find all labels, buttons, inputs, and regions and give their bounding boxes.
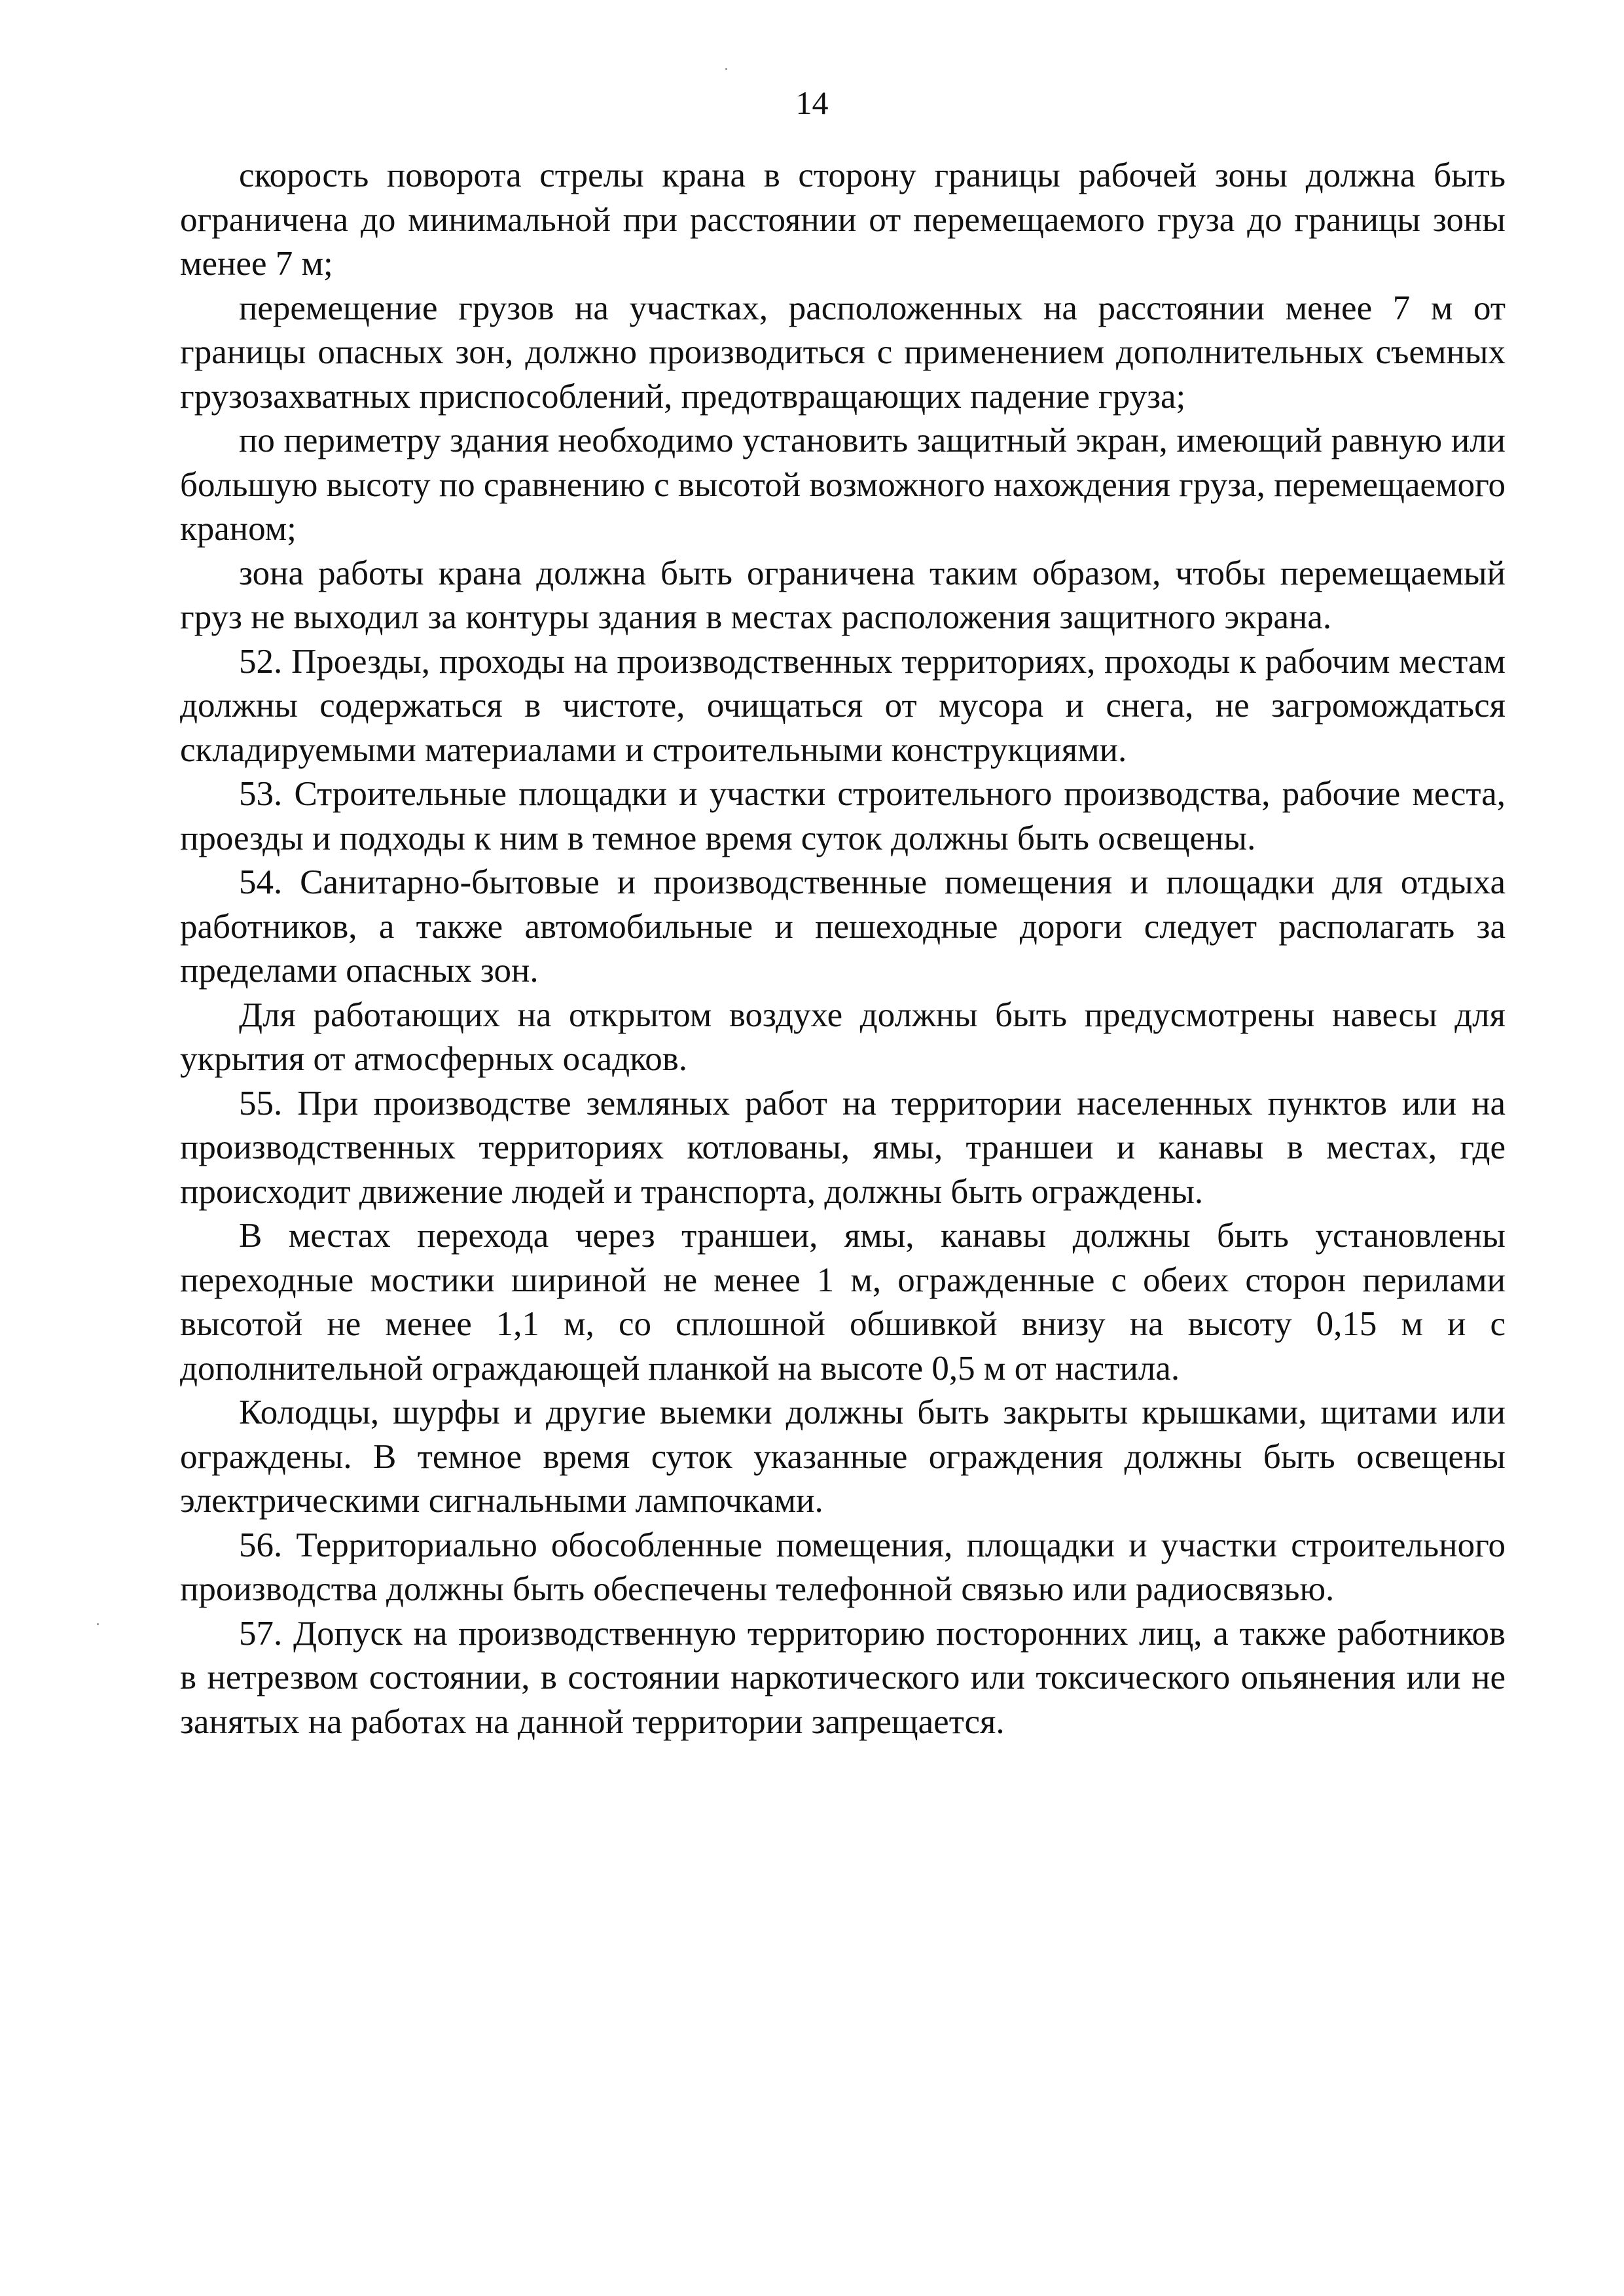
paragraph-cargo-movement: перемещение грузов на участках, расположенных на расстоянии менее 7 м от границы опасных зон, должно производиться с применением дополнительных съемных грузозахватных приспособлений, предотвращающих падение груза; bbox=[180, 289, 1506, 416]
paragraph-wells: Колодцы, шурфы и другие выемки должны быть закрыты крышками, щитами или ограждены. В темное время суток указанные ограждения должны быть освещены электрическими сигнальными лампочками. bbox=[180, 1393, 1506, 1520]
paragraph-crane-work-zone: зона работы крана должна быть ограничена таким образом, чтобы перемещаемый груз не выходил за контуры здания в местах расположения защитного экрана. bbox=[180, 554, 1506, 636]
paragraph-crane-boom-speed: скорость поворота стрелы крана в сторону границы рабочей зоны должна быть ограничена до минимальной при расстоянии от перемещаемого груза до границы зоны менее 7 м; bbox=[180, 156, 1506, 283]
scan-speck bbox=[725, 68, 727, 70]
paragraph-item-56: 56. Территориально обособленные помещения, площадки и участки строительного производства должны быть обеспечены телефонной связью или радиосвязью. bbox=[180, 1526, 1506, 1608]
paragraph-protective-screen: по периметру здания необходимо установить защитный экран, имеющий равную или большую высоту по сравнению с высотой возможного нахождения груза, перемещаемого краном; bbox=[180, 422, 1506, 548]
paragraph-item-54: 54. Санитарно-бытовые и производственные помещения и площадки для отдыха работников, а также автомобильные и пешеходные дороги следует располагать за пределами опасных зон. bbox=[180, 863, 1506, 990]
scan-speck bbox=[97, 1623, 99, 1625]
paragraph-item-53: 53. Строительные площадки и участки строительного производства, рабочие места, проезды и подходы к ним в темное время суток должны быть освещены. bbox=[180, 775, 1506, 857]
document-body bbox=[180, 154, 1506, 1744]
paragraph-bridges: В местах перехода через траншеи, ямы, канавы должны быть установлены переходные мостики шириной не менее 1 м, огражденные с обеих сторон перилами высотой не менее 1,1 м, со сплошной обшивкой внизу на высоту 0,15 м и с дополнительной ограждающей планкой на высоте 0,5 м от настила. bbox=[180, 1217, 1506, 1388]
paragraph-canopies: Для работающих на открытом воздухе должны быть предусмотрены навесы для укрытия от атмосферных осадков. bbox=[180, 996, 1506, 1078]
page-number: 14 bbox=[795, 84, 829, 121]
paragraph-item-57: 57. Допуск на производственную территорию посторонних лиц, а также работников в нетрезвом состоянии, в состоянии наркотического или токсического опьянения или не занятых на работах на данной территории запрещается. bbox=[180, 1614, 1506, 1741]
paragraph-item-52: 52. Проезды, проходы на производственных территориях, проходы к рабочим местам должны содержаться в чистоте, очищаться от мусора и снега, не загромождаться складируемыми материалами и строительными конструкциями. bbox=[180, 642, 1506, 769]
paragraph-item-55: 55. При производстве земляных работ на территории населенных пунктов или на производственных территориях котлованы, ямы, траншеи и канавы в местах, где происходит движение людей и транспорта, должны быть ограждены. bbox=[180, 1084, 1506, 1211]
